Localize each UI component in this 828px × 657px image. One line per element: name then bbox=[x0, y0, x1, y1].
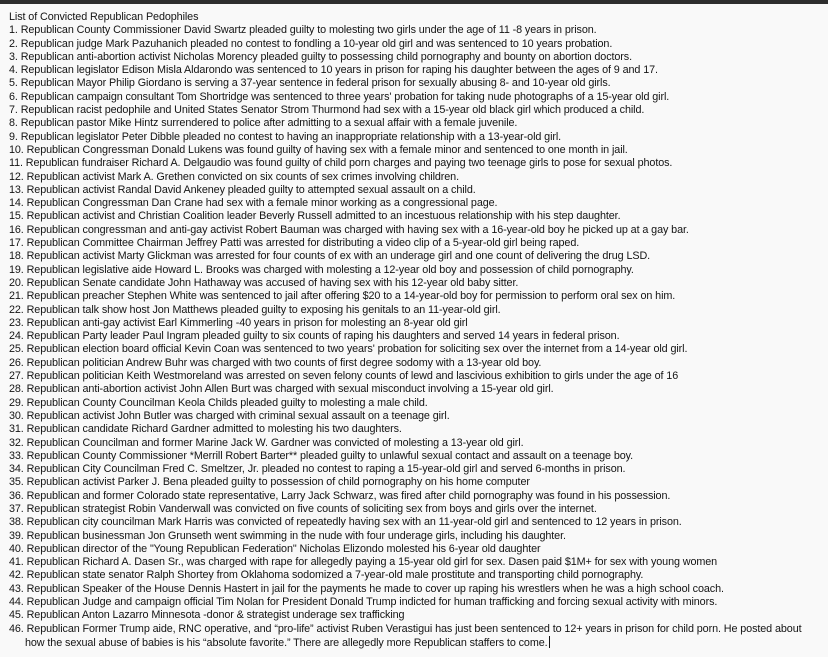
list-item bbox=[9, 171, 819, 184]
list-item-text: 5. Republican Mayor Philip Giordano is serving a 37-year sentence in federal prison for sexually abusing 8- and 10-year old girls. bbox=[9, 77, 611, 90]
list-item-text: 2. Republican judge Mark Pazuhanich pleaded no contest to fondling a 10-year old girl and was sentenced to 10 years probation. bbox=[9, 37, 613, 50]
list-item-text: 11. Republican fundraiser Richard A. Delgaudio was found guilty of child porn charges and paying two teenage girls to pose for sexual photos. bbox=[9, 157, 673, 170]
list-item bbox=[9, 623, 819, 651]
list-item-text: 10. Republican Congressman Donald Lukens was found guilty of having sex with a female minor and sentenced to one month in jail. bbox=[9, 143, 628, 156]
list-item bbox=[9, 131, 819, 144]
list-item bbox=[9, 144, 819, 157]
list-item bbox=[9, 250, 819, 263]
list-item bbox=[9, 264, 819, 277]
list-item bbox=[9, 224, 819, 237]
list-item-text: 40. Republican director of the "Young Republican Federation" Nicholas Elizondo molested his 6-year old daughter bbox=[9, 542, 541, 555]
list-item-text: 43. Republican Speaker of the House Dennis Hastert in jail for the payments he made to cover up raping his wrestlers when he was a high school coach. bbox=[9, 582, 724, 595]
list-item-text: 7. Republican racist pedophile and United States Senator Strom Thurmond had sex with a 15-year old black girl which produced a child. bbox=[9, 104, 645, 117]
list-item bbox=[9, 357, 819, 370]
list-item bbox=[9, 583, 819, 596]
list-item-text: 16. Republican congressman and anti-gay activist Robert Bauman was charged with having sex with a 16-year-old boy he picked up at a gay bar. bbox=[9, 223, 689, 236]
list-item-text: 8. Republican pastor Mike Hintz surrendered to police after admitting to a sexual affair with a female juvenile. bbox=[9, 117, 518, 130]
list-item-text: 38. Republican city councilman Mark Harris was convicted of repeatedly having sex with an 11-year-old girl and sentenced to 12 years in prison. bbox=[9, 516, 682, 529]
list-item-text: 13. Republican activist Randal David Ankeney pleaded guilty to attempted sexual assault on a child. bbox=[9, 183, 476, 196]
list-item bbox=[9, 516, 819, 529]
list-item-text: 19. Republican legislative aide Howard L. Brooks was charged with molesting a 12-year old boy and possession of child pornography. bbox=[9, 263, 634, 276]
list-item bbox=[9, 556, 819, 569]
list-item-text: 37. Republican strategist Robin Vanderwall was convicted on five counts of soliciting sex from boys and girls over the internet. bbox=[9, 502, 597, 515]
list-item bbox=[9, 210, 819, 223]
list-item bbox=[9, 609, 819, 622]
list-item bbox=[9, 370, 819, 383]
list-item-text: 29. Republican County Councilman Keola Childs pleaded guilty to molesting a male child. bbox=[9, 396, 428, 409]
list-item bbox=[9, 596, 819, 609]
list-item-text: 31. Republican candidate Richard Gardner admitted to molesting his two daughters. bbox=[9, 423, 402, 436]
list-item bbox=[9, 197, 819, 210]
list-item bbox=[9, 463, 819, 476]
list-item-text: 27. Republican politician Keith Westmoreland was arrested on seven felony counts of lewd and lascivious exhibition to girls under the age of 16 bbox=[9, 370, 679, 383]
list-item-text: 45. Republican Anton Lazarro Minnesota -donor & strategist underage sex trafficking bbox=[9, 609, 405, 622]
text-cursor bbox=[549, 636, 550, 648]
list-item-text: 42. Republican state senator Ralph Shortey from Oklahoma sodomized a 7-year-old male prostitute and transporting child pornography. bbox=[9, 569, 644, 582]
list-item bbox=[9, 530, 819, 543]
list-item bbox=[9, 397, 819, 410]
list-item bbox=[9, 490, 819, 503]
list-item-text: 14. Republican Congressman Dan Crane had sex with a female minor working as a congressional page. bbox=[9, 197, 498, 210]
list-item-text: 9. Republican legislator Peter Dibble pleaded no contest to having an inappropriate relationship with a 13-year-old girl. bbox=[9, 130, 562, 143]
list-item-text: 23. Republican anti-gay activist Earl Kimmerling -40 years in prison for molesting an 8-year old girl bbox=[9, 316, 468, 329]
list-item bbox=[9, 237, 819, 250]
list-item bbox=[9, 184, 819, 197]
list-item bbox=[9, 423, 819, 436]
list-item-text: 12. Republican activist Mark A. Grethen convicted on six counts of sex crimes involving children. bbox=[9, 170, 459, 183]
list-item-text: 41. Republican Richard A. Dasen Sr., was charged with rape for allegedly paying a 15-year old girl for sex. Dasen paid $1M+ for sex with young women bbox=[9, 556, 718, 569]
list-item-text: 46. Republican Former Trump aide, RNC operative, and “pro-life” activist Ruben Verastigui has just been sentenced to 12+ years in prison for child porn. He posted about how the sexual abuse of babies is his “absolute favorite.” There are allegedly more Republican staffers to come. bbox=[9, 622, 802, 649]
list-item bbox=[9, 343, 819, 356]
list-item-text: 44. Republican Judge and campaign official Tim Nolan for President Donald Trump indicted for human trafficking and forcing sexual activity with minors. bbox=[9, 596, 718, 609]
list-item bbox=[9, 410, 819, 423]
list-item bbox=[9, 503, 819, 516]
list-item bbox=[9, 290, 819, 303]
list-item-text: 17. Republican Committee Chairman Jeffrey Patti was arrested for distributing a video clip of a 5-year-old girl being raped. bbox=[9, 237, 580, 250]
list-item bbox=[9, 104, 819, 117]
list-item-text: 24. Republican Party leader Paul Ingram pleaded guilty to six counts of raping his daughters and served 14 years in federal prison. bbox=[9, 330, 620, 343]
list-item-text: 32. Republican Councilman and former Marine Jack W. Gardner was convicted of molesting a 13-year old girl. bbox=[9, 436, 524, 449]
list-item-text: 20. Republican Senate candidate John Hathaway was accused of having sex with his 12-year old baby sitter. bbox=[9, 276, 519, 289]
list-item bbox=[9, 51, 819, 64]
list-item-text: 36. Republican and former Colorado state representative, Larry Jack Schwarz, was fired after child pornography was found in his possession. bbox=[9, 489, 671, 502]
list-title: List of Convicted Republican Pedophiles bbox=[9, 11, 199, 23]
list-item bbox=[9, 437, 819, 450]
list-item-text: 30. Republican activist John Butler was charged with criminal sexual assault on a teenage girl. bbox=[9, 409, 450, 422]
list-item bbox=[9, 543, 819, 556]
list-item bbox=[9, 476, 819, 489]
list-item bbox=[9, 91, 819, 104]
list-item bbox=[9, 24, 819, 37]
list-item bbox=[9, 317, 819, 330]
list-item-text: 15. Republican activist and Christian Coalition leader Beverly Russell admitted to an incestuous relationship with his step daughter. bbox=[9, 210, 621, 223]
list-item-text: 28. Republican anti-abortion activist John Allen Burt was charged with sexual misconduct involving a 15-year old girl. bbox=[9, 383, 554, 396]
list-item-text: 3. Republican anti-abortion activist Nicholas Morency pleaded guilty to possessing child pornography and bounty on abortion doctors. bbox=[9, 50, 632, 63]
list-item bbox=[9, 277, 819, 290]
list-item bbox=[9, 117, 819, 130]
list-item-text: 4. Republican legislator Edison Misla Aldarondo was sentenced to 10 years in prison for raping his daughter between the ages of 9 and 17. bbox=[9, 64, 658, 77]
list-item-text: 22. Republican talk show host Jon Matthews pleaded guilty to exposing his genitals to an 11-year-old girl. bbox=[9, 303, 501, 316]
list-item bbox=[9, 450, 819, 463]
list-item-text: 39. Republican businessman Jon Grunseth went swimming in the nude with four underage girls, including his daughter. bbox=[9, 529, 566, 542]
list-item bbox=[9, 304, 819, 317]
list-item-text: 26. Republican politician Andrew Buhr was charged with two counts of first degree sodomy with a 13-year old boy. bbox=[9, 356, 542, 369]
list-item-text: 34. Republican City Councilman Fred C. Smeltzer, Jr. pleaded no contest to raping a 15-year-old girl and served 6-months in prison. bbox=[9, 463, 626, 476]
list-item-text: 21. Republican preacher Stephen White was sentenced to jail after offering $20 to a 14-year-old boy for permission to perform oral sex on him. bbox=[9, 290, 676, 303]
list-item-text: 25. Republican election board official Kevin Coan was sentenced to two years' probation for soliciting sex over the internet from a 14-year old girl. bbox=[9, 343, 688, 356]
list-item bbox=[9, 157, 819, 170]
list-item-text: 6. Republican campaign consultant Tom Shortridge was sentenced to three years' probation for taking nude photographs of a 15-year old girl. bbox=[9, 90, 670, 103]
list-item bbox=[9, 38, 819, 51]
list-item bbox=[9, 383, 819, 396]
list-item-text: 35. Republican activist Parker J. Bena pleaded guilty to possession of child pornography on his home computer bbox=[9, 476, 530, 489]
list-item-text: 18. Republican activist Marty Glickman was arrested for four counts of ex with an underage girl and one count of delivering the drug LSD. bbox=[9, 250, 651, 263]
list-item bbox=[9, 64, 819, 77]
list-item-text: 33. Republican County Commissioner *Merrill Robert Barter** pleaded guilty to unlawful sexual contact and assault on a teenage boy. bbox=[9, 449, 634, 462]
numbered-list bbox=[9, 24, 819, 650]
list-item-text: 1. Republican County Commissioner David Swartz pleaded guilty to molesting two girls under the age of 11 -8 years in prison. bbox=[9, 24, 597, 37]
list-item bbox=[9, 330, 819, 343]
list-item bbox=[9, 77, 819, 90]
list-item bbox=[9, 569, 819, 582]
